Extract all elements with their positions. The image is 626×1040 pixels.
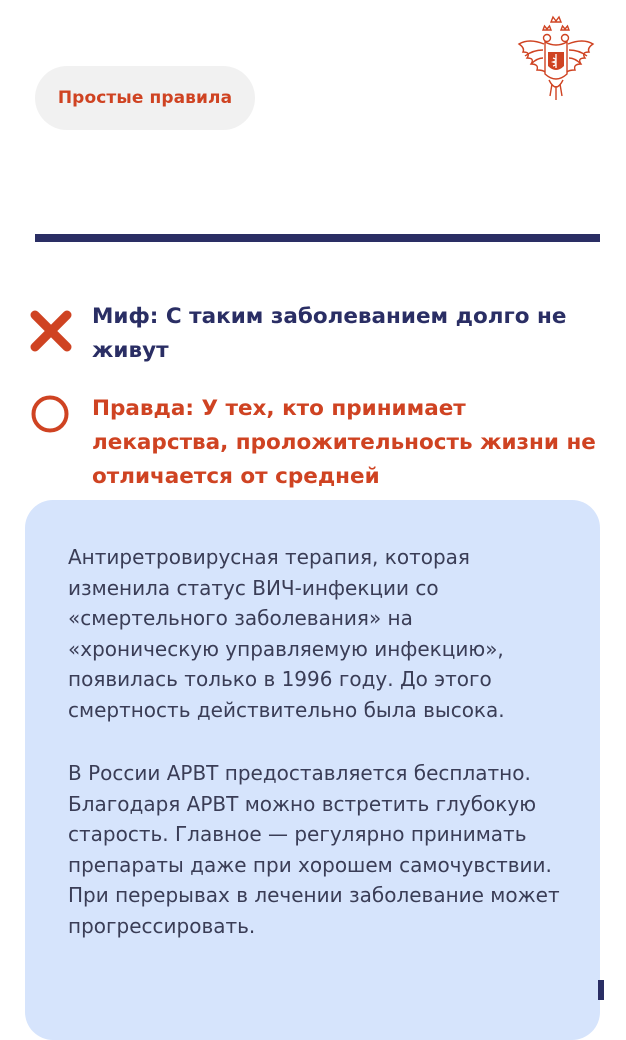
page-edge-strip [598,980,604,1000]
cross-icon [28,308,74,354]
info-paragraph-1: Антиретровирусная терапия, которая изменила статус ВИЧ-инфекции со «смертельного заболевания» на «хроническую управляемую инфекцию», появилась только в 1996 году. До этого смертность действительно была высока. [68,545,505,722]
section-divider [35,234,600,242]
myth-statement: Миф: С таким заболеванием долго не живут [92,304,567,363]
tag-label: Простые правила [57,88,233,108]
info-paragraph-2: В России АРВТ предоставляется бесплатно. Благодаря АРВТ можно встретить глубокую старость. Главное — регулярно принимать препараты даже при хорошем самочувствии. При перерывах в лечении заболевание может прогрессировать. [68,761,560,938]
coat-of-arms-emblem-icon [515,14,597,106]
truth-statement: Правда: У тех, кто принимает лекарства, проложительность жизни не отличается от средней [92,396,596,489]
circle-icon [30,394,70,434]
tag-pill [35,66,255,130]
